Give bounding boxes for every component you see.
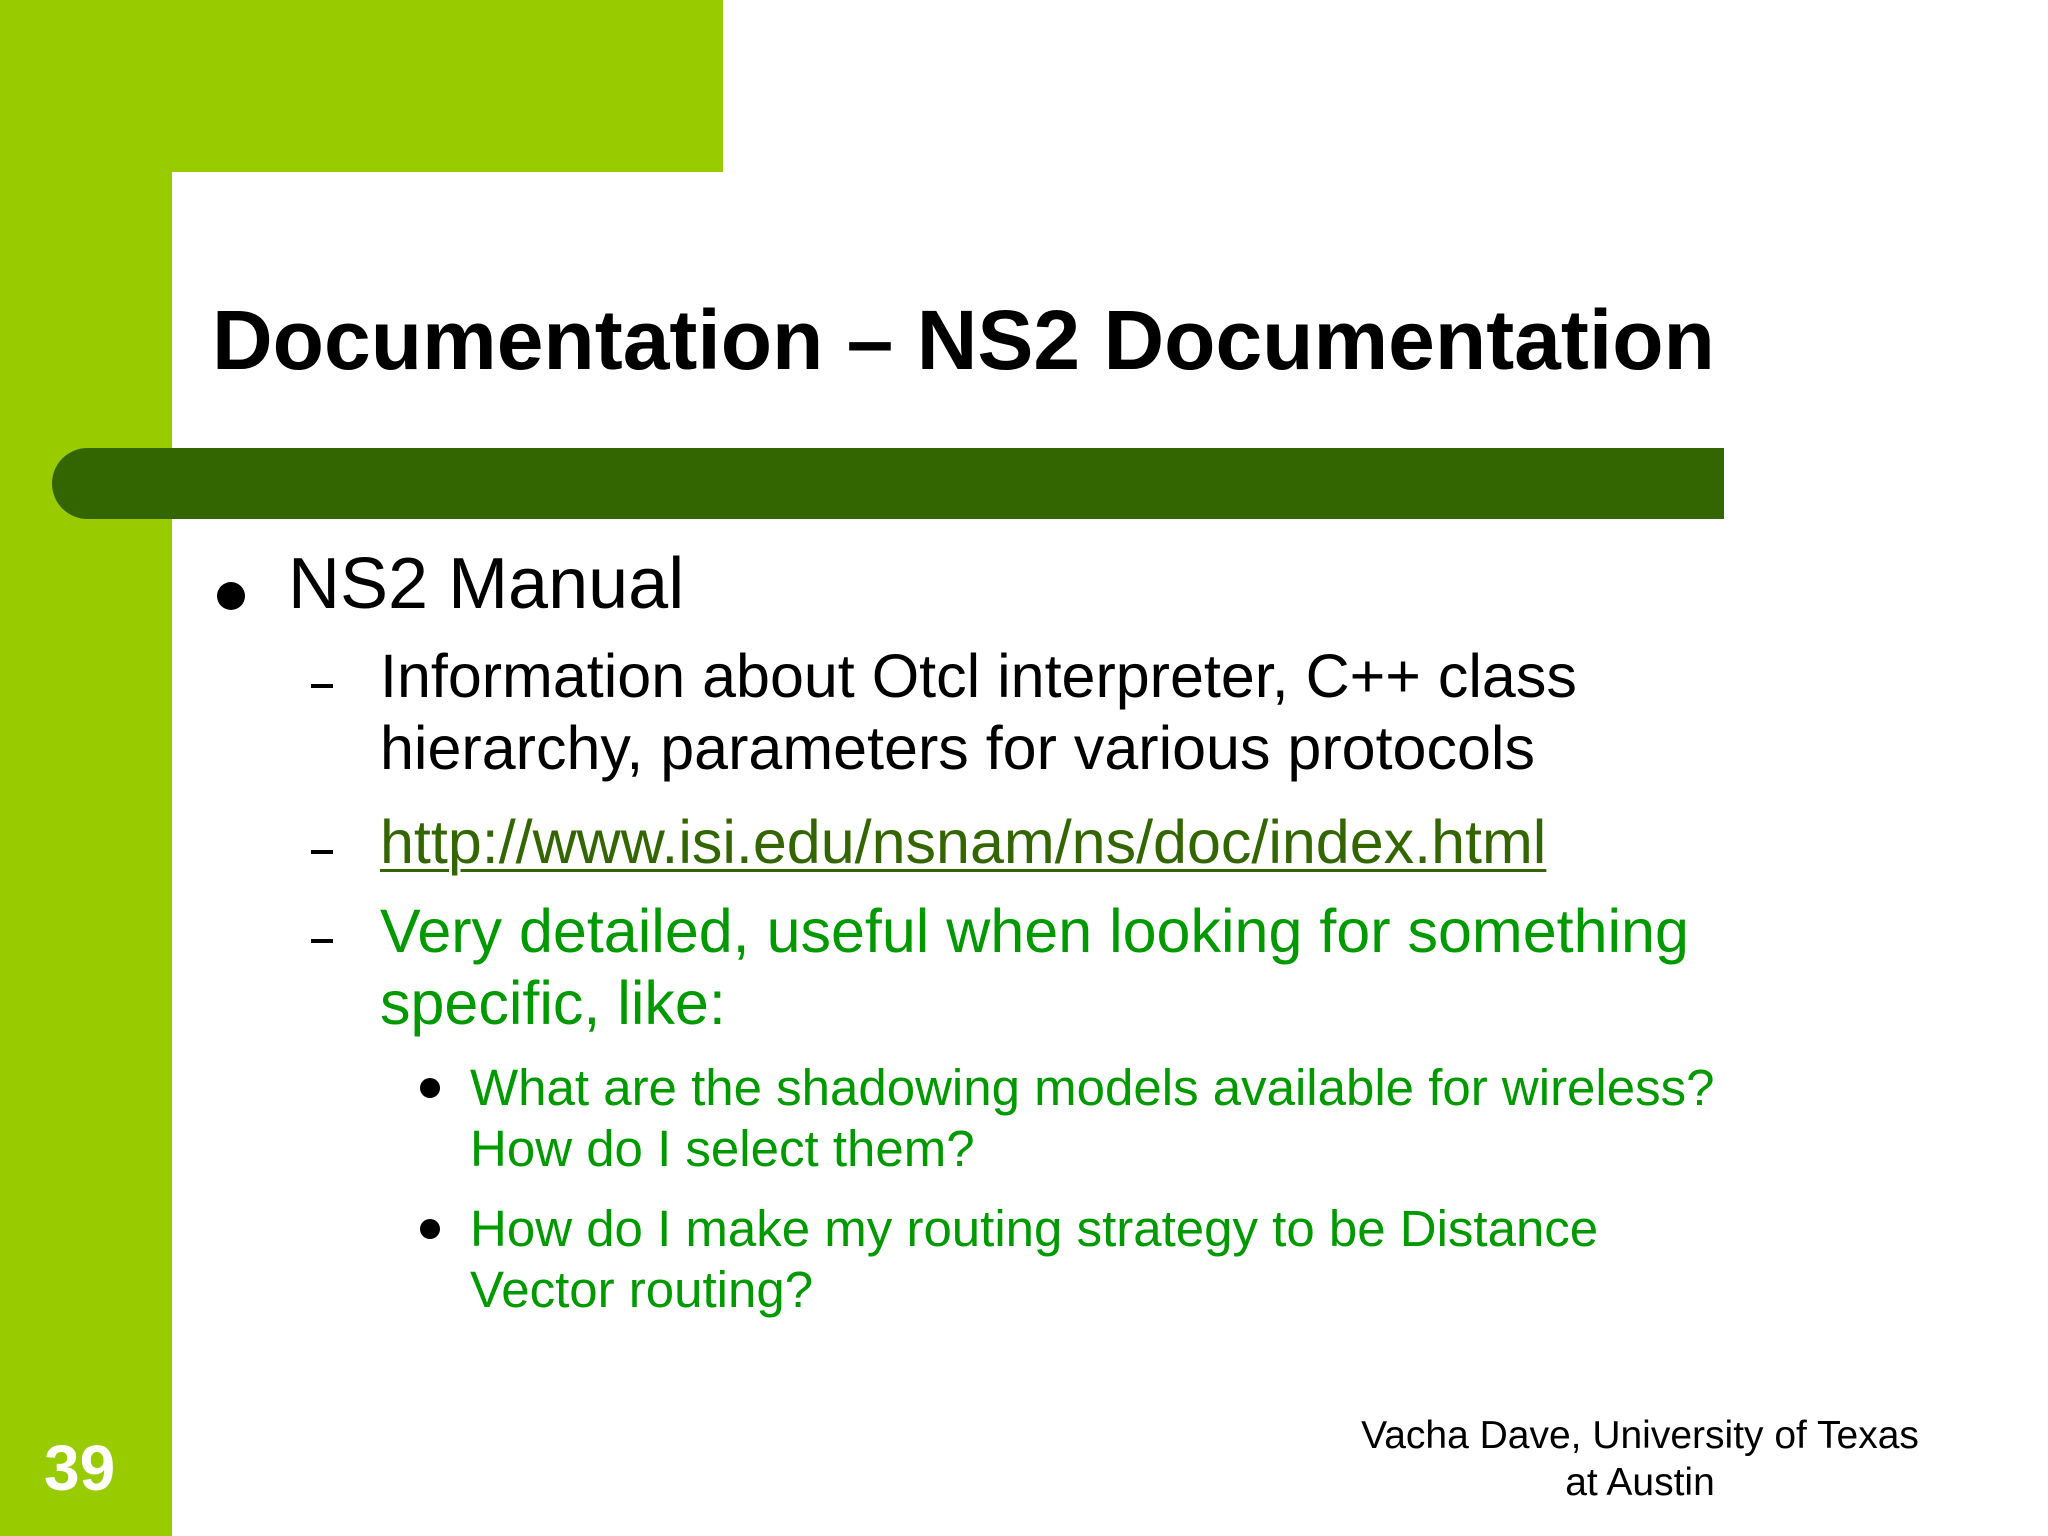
small-bullet-icon	[420, 1078, 440, 1098]
dash-icon	[311, 939, 333, 943]
bullet-ns2-manual: NS2 Manual	[288, 544, 685, 624]
dash-icon	[311, 850, 333, 854]
question-shadowing-models	[470, 1057, 1714, 1179]
question-routing-strategy	[470, 1198, 1598, 1320]
slide-number: 39	[44, 1432, 116, 1504]
accent-bar-left	[0, 0, 172, 1536]
title-underline-bar	[52, 448, 1724, 519]
sub-item-very-detailed-line1: Very detailed, useful when looking for something	[380, 897, 1689, 965]
question-shadowing-models-line2: How do I select them?	[470, 1120, 975, 1177]
footer-attribution	[1330, 1412, 1950, 1506]
sub-item-very-detailed-line2: specific, like:	[380, 969, 726, 1037]
bullet-icon	[217, 582, 245, 610]
footer-line2: at Austin	[1565, 1461, 1715, 1504]
documentation-link[interactable]: http://www.isi.edu/nsnam/ns/doc/index.html	[380, 808, 1547, 876]
accent-bar-top	[0, 0, 723, 172]
sub-item-information-line1: Information about Otcl interpreter, C++ class	[380, 642, 1577, 710]
dash-icon	[311, 684, 333, 688]
footer-line1: Vacha Dave, University of Texas	[1361, 1414, 1919, 1457]
sub-item-information	[380, 640, 1577, 784]
sub-item-link	[380, 806, 1546, 878]
question-shadowing-models-line1: What are the shadowing models available for wireless?	[470, 1059, 1715, 1116]
question-routing-strategy-line2: Vector routing?	[470, 1261, 814, 1318]
question-routing-strategy-line1: How do I make my routing strategy to be Distance	[470, 1200, 1599, 1257]
sub-item-information-line2: hierarchy, parameters for various protocols	[380, 714, 1535, 782]
small-bullet-icon	[420, 1219, 440, 1239]
sub-item-very-detailed	[380, 895, 1689, 1039]
slide-title: Documentation – NS2 Documentation	[212, 293, 1715, 387]
